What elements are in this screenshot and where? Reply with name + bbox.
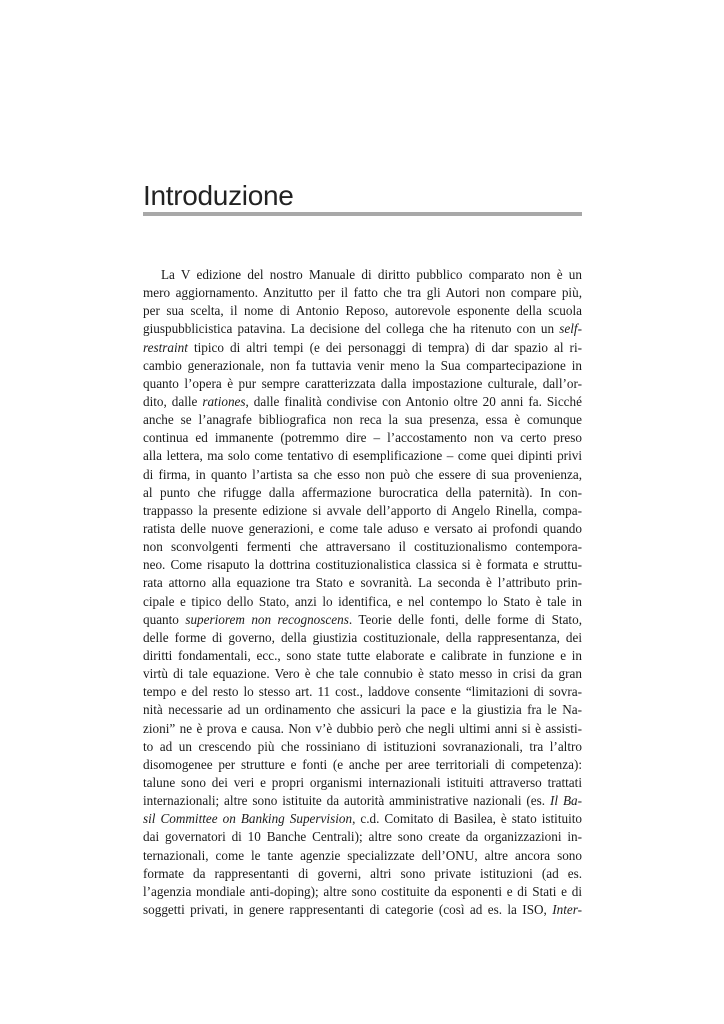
text-line: tempo e del resto lo stesso art. 11 cost., laddove consente “limitazioni di sovra-	[143, 684, 582, 700]
title-rule	[143, 212, 582, 216]
text-line: diritti fondamentali, ecc., sono state tutte elaborate e calibrate in funzione e in	[143, 647, 582, 663]
text-line: formate da rappresentanti di governi, altri sono private istituzioni (ad es.	[143, 865, 582, 881]
text-line: talune sono dei veri e propri organismi internazionali istituiti attraverso trattati	[143, 774, 582, 790]
text-line: neo. Come risaputo la dottrina costituzionalistica classica si è formata e struttu-	[143, 557, 582, 573]
text-line: ratista delle nuove generazioni, e come tale aduso e versato ai profondi quando	[143, 520, 582, 536]
text-line: nità necessarie ad un ordinamento che assicuri la pace e la giustizia fra le Na-	[143, 702, 582, 718]
text-line: to ad un crescendo più che rossiniano di istituzioni sovranazionali, tra l’altro	[143, 738, 582, 754]
text-line: dai governatori di 10 Banche Centrali); altre sono create da organizzazioni in-	[143, 829, 582, 845]
text-line: al punto che rifugge dalla affermazione burocratica della paternità). In con-	[143, 484, 582, 500]
text-line: alla lettera, ma solo come tentativo di esemplificazione – come quei dipinti privi	[143, 448, 582, 464]
page-title: Introduzione	[143, 180, 294, 211]
text-line: giuspubblicistica patavina. La decisione del collega che ha ritenuto con un self-	[143, 321, 582, 337]
text-line: cipale e tipico dello Stato, anzi lo identifica, e nel contempo lo Stato è tale in	[143, 593, 582, 609]
text-line: rata attorno alla equazione tra Stato e sovranità. La seconda è l’attributo prin-	[143, 575, 582, 591]
text-line: non sconvolgenti fermenti che attraversano il costituzionalismo contempora-	[143, 539, 582, 555]
text-line: sil Committee on Banking Supervision, c.d. Comitato di Basilea, è stato istituito	[143, 811, 583, 827]
text-line: mero aggiornamento. Anzitutto per il fatto che tra gli Autori non compare più,	[143, 285, 582, 301]
text-line: anche se l’anagrafe bibliografica non reca la sua presenza, essa è comunque	[143, 412, 582, 428]
text-line: soggetti privati, in genere rappresentanti di categorie (così ad es. la ISO, Inter-	[143, 901, 582, 917]
text-line: delle forme di governo, della giustizia costituzionale, della rappresentanza, dei	[143, 629, 582, 645]
text-line: dito, dalle rationes, dalle finalità condivise con Antonio oltre 20 anni fa. Sicché	[143, 393, 582, 409]
text-line: ternazionali, come le tante agenzie specializzate dell’ONU, altre ancora sono	[143, 847, 582, 863]
body-paragraph	[143, 266, 582, 919]
text-line: restraint tipico di altri tempi (e dei personaggi di tempra) di dar spazio al ri-	[143, 339, 582, 355]
text-line: di firma, in quanto l’artista sa che esso non può che essere di sua provenienza,	[143, 466, 582, 482]
text-line: per sua scelta, il nome di Antonio Reposo, autorevole esponente della scuola	[143, 303, 582, 319]
text-line: continua ed immanente (potremmo dire – l’accostamento non va certo preso	[143, 430, 582, 446]
text-line: zioni” ne è prova e causa. Non v’è dubbio però che negli ultimi anni si è assisti-	[143, 720, 582, 736]
text-line: La V edizione del nostro Manuale di diritto pubblico comparato non è un	[161, 267, 582, 282]
text-line: trappasso la presente edizione si avvale dell’apporto di Angelo Rinella, compa-	[143, 502, 582, 518]
text-line: virtù di tale equazione. Vero è che tale connubio è stato messo in crisi da gran	[143, 666, 582, 682]
text-line: quanto superiorem non recognoscens. Teorie delle fonti, delle forme di Stato,	[143, 611, 582, 627]
text-line: internazionali; altre sono istituite da autorità amministrative nazionali (es. Il Ba-	[143, 793, 582, 809]
text-line: quanto l’opera è pur sempre caratterizzata dalla impostazione culturale, dall’or-	[143, 375, 582, 391]
text-line: disomogenee per strutture e fonti (e anche per aree territoriali di competenza):	[143, 756, 582, 772]
text-line: l’agenzia mondiale anti-doping); altre sono costituite da esponenti e di Stati e di	[143, 883, 582, 899]
text-line: cambio generazionale, non fa tuttavia venir meno la Sua compartecipazione in	[143, 357, 582, 373]
